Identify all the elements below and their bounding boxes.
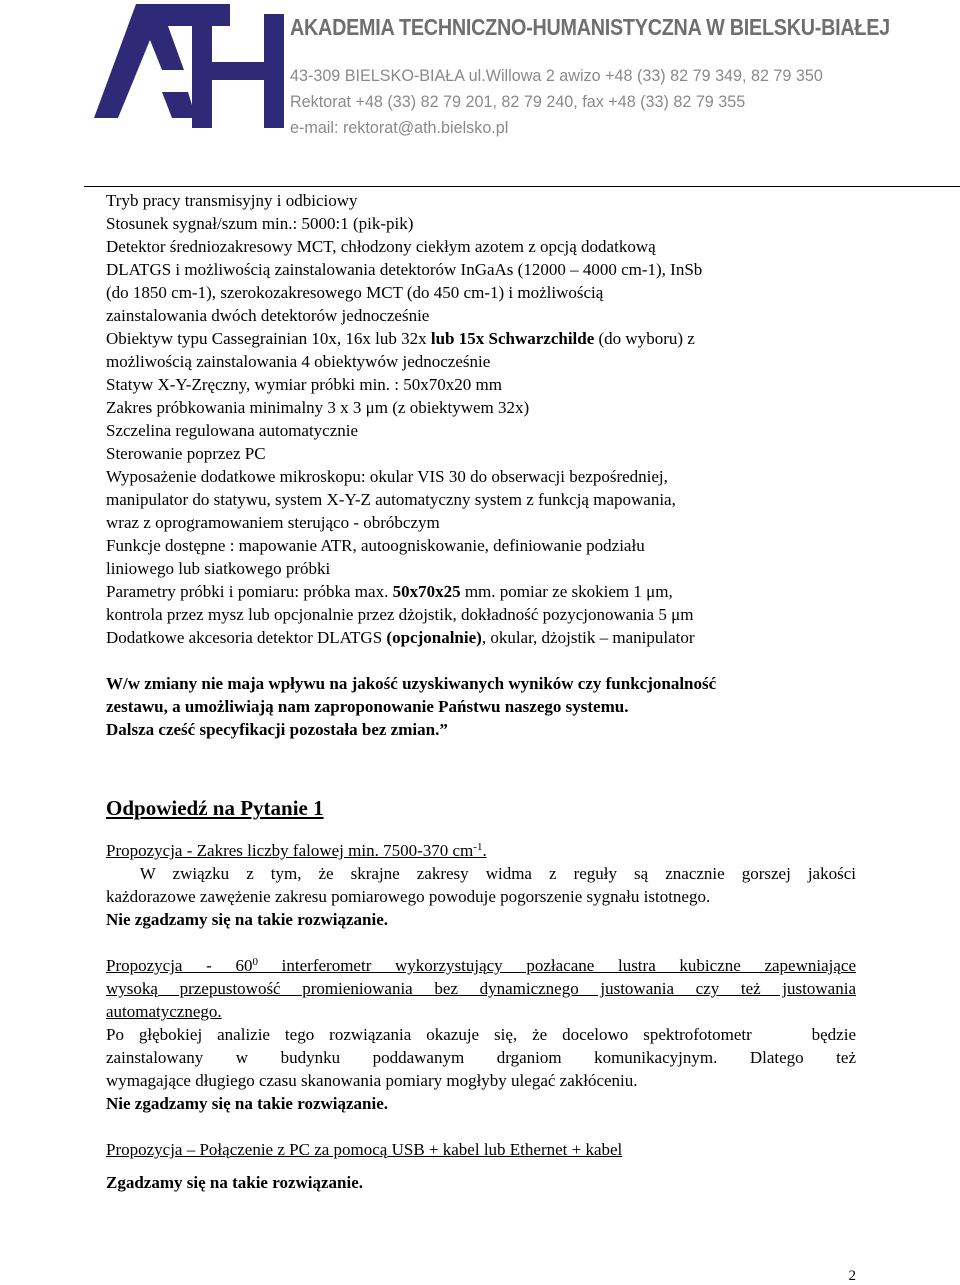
proposal-2-body-line: Po głębokiej analizie tego rozwiązania okazuje się, że docelowo spektrofotometr będzie	[106, 1025, 856, 1044]
spec-line: Tryb pracy transmisyjny i odbiciowy	[106, 191, 358, 210]
email-line: e-mail: rektorat@ath.bielsko.pl	[290, 118, 509, 137]
address-line: 43-309 BIELSKO-BIAŁA ul.Willowa 2 awizo +48 (33) 82 79 349, 82 79 350	[290, 66, 823, 85]
spec-line: Detektor średniozakresowy MCT, chłodzony ciekłym azotem z opcją dodatkową	[106, 237, 656, 256]
objective-text: Obiektyw typu Cassegrainian 10x, 16x lub 32x	[106, 329, 431, 348]
proposal-2-title-line: wysoką przepustowość promieniowania bez dynamicznego justowania czy też justowania	[106, 979, 856, 998]
spec-line: Stosunek sygnał/szum min.: 5000:1 (pik-pik)	[106, 214, 414, 233]
proposal-2-verdict: Nie zgadzamy się na takie rozwiązanie.	[106, 1094, 389, 1113]
spec-line: możliwością zainstalowania 4 obiektywów jednocześnie	[106, 352, 491, 371]
objective-bold: lub 15x Schwarzchilde	[430, 329, 595, 348]
params-line	[106, 580, 856, 603]
proposal-2-title	[106, 954, 856, 977]
spec-line: Sterowanie poprzez PC	[106, 444, 266, 463]
notice-line: zestawu, a umożliwiają nam zaproponowanie Państwu naszego systemu.	[106, 697, 629, 716]
accessories-text-end: , okular, dżojstik – manipulator	[481, 628, 695, 647]
spec-line: Wyposażenie dodatkowe mikroskopu: okular VIS 30 do obserwacji bezpośredniej,	[106, 467, 668, 486]
control-line: kontrola przez mysz lub opcjonalnie przez dżojstik, dokładność pozycjonowania 5 μm	[106, 605, 694, 624]
proposal-1-body-line: każdorazowe zawężenie zakresu pomiarowego powoduje pogorszenie sygnału istotnego.	[106, 887, 711, 906]
accessories-bold: (opcjonalnie)	[386, 628, 482, 647]
notice-line: Dalsza cześć specyfikacji pozostała bez zmian.”	[106, 720, 448, 739]
spec-line: zainstalowania dwóch detektorów jednocześnie	[106, 306, 430, 325]
proposal-2-body-line: zainstalowany w budynku poddawanym drganiom komunikacyjnym. Dlatego też	[106, 1048, 856, 1067]
accessories-line	[106, 626, 856, 649]
rectorate-line: Rektorat +48 (33) 82 79 201, 82 79 240, fax +48 (33) 82 79 355	[290, 92, 746, 111]
spec-line: manipulator do statywu, system X-Y-Z automatyczny system z funkcją mapowania,	[106, 490, 676, 509]
spec-line: Zakres próbkowania minimalny 3 x 3 μm (z obiektywem 32x)	[106, 398, 530, 417]
proposal-1-title	[106, 839, 856, 862]
spacer	[106, 931, 856, 954]
document-body	[106, 189, 856, 1194]
proposal-2-title-line: automatycznego.	[106, 1002, 222, 1021]
proposal-3-title: Propozycja – Połączenie z PC za pomocą USB + kabel lub Ethernet + kabel	[106, 1140, 623, 1159]
spacer	[106, 741, 856, 795]
objective-text-end: (do wyboru) z	[594, 329, 695, 348]
header-divider	[84, 186, 960, 187]
proposal-2-title-text: Propozycja - 60	[106, 956, 253, 975]
spacer	[106, 1115, 856, 1138]
objective-line	[106, 327, 856, 350]
params-text-end: mm. pomiar ze skokiem 1 μm,	[460, 582, 673, 601]
spec-line: (do 1850 cm-1), szerokozakresowego MCT (do 450 cm-1) i możliwością	[106, 283, 604, 302]
spec-line: liniowego lub siatkowego próbki	[106, 559, 331, 578]
institution-name: AKADEMIA TECHNICZNO-HUMANISTYCZNA W BIELSKU-BIAŁEJ	[290, 14, 890, 40]
spacer	[106, 649, 856, 672]
spacer	[106, 1161, 856, 1171]
spec-line: Funkcje dostępne : mapowanie ATR, autoogniskowanie, definiowanie podziału	[106, 536, 645, 555]
proposal-1-title-text: Propozycja - Zakres liczby falowej min. 7500-370 cm	[106, 841, 474, 860]
ath-logo-icon	[92, 0, 288, 132]
proposal-1-sup: -1	[473, 841, 483, 853]
proposal-2-body-line: wymagające długiego czasu skanowania pomiary mogłyby ulegać zakłóceniu.	[106, 1071, 638, 1090]
accessories-text: Dodatkowe akcesoria detektor DLATGS	[106, 628, 387, 647]
notice-line: W/w zmiany nie maja wpływu na jakość uzyskiwanych wyników czy funkcjonalność	[106, 674, 717, 693]
spec-line: Szczelina regulowana automatycznie	[106, 421, 359, 440]
params-bold: 50x70x25	[392, 582, 461, 601]
params-text: Parametry próbki i pomiaru: próbka max.	[106, 582, 393, 601]
logo-text: ATH	[92, 0, 94, 1]
spec-line: wraz z oprogramowaniem sterująco - obróbczym	[106, 513, 440, 532]
letterhead	[0, 0, 960, 190]
page-number: 2	[848, 1268, 856, 1284]
proposal-1-title-end: .	[482, 841, 487, 860]
answer-heading: Odpowiedź na Pytanie 1	[106, 796, 324, 820]
spec-line: DLATGS i możliwością zainstalowania detektorów InGaAs (12000 – 4000 cm-1), InSb	[106, 260, 703, 279]
proposal-2-sup: 0	[252, 956, 258, 968]
proposal-1-body-line: W związku z tym, że skrajne zakresy widma z reguły są znacznie gorszej jakości	[106, 864, 856, 883]
spec-line: Statyw X-Y-Zręczny, wymiar próbki min. : 50x70x20 mm	[106, 375, 502, 394]
proposal-2-title-end: interferometr wykorzystujący pozłacane lustra kubiczne zapewniające	[258, 956, 856, 975]
proposal-3-verdict: Zgadzamy się na takie rozwiązanie.	[106, 1173, 364, 1192]
proposal-1-verdict: Nie zgadzamy się na takie rozwiązanie.	[106, 910, 389, 929]
